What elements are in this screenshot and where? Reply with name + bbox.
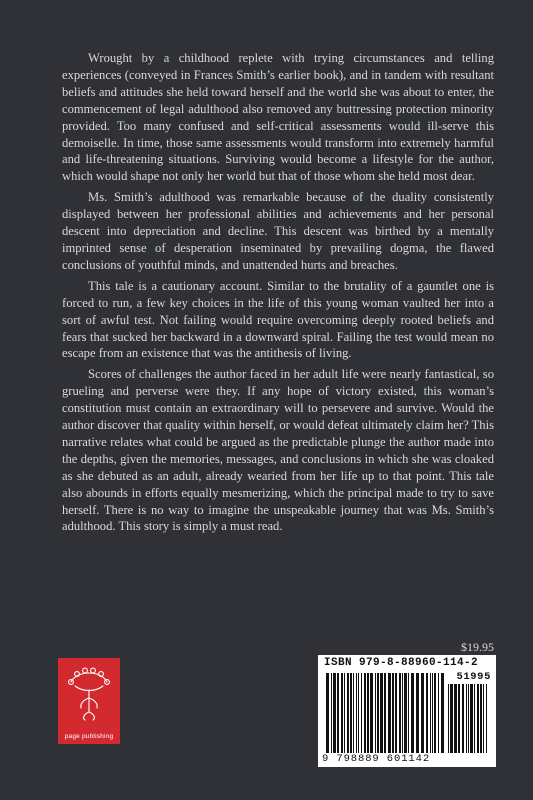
ean-barcode [326, 673, 444, 753]
blurb-paragraph-2: Ms. Smith’s adulthood was remarkable because of the duality consistently displayed between her professional abilities and achievements and her personal descent into depreciation and decline. This descent was birthed by a mentally imprinted sense of desperation inseminated by prevailing dogma, the flawed conclusions of youthful minds, and unattended hurts and breaches. [62, 190, 494, 272]
price-addon-barcode [448, 684, 490, 753]
back-cover-blurb [62, 50, 494, 539]
isbn-label: ISBN 979-8-88960-114-2 [324, 657, 479, 669]
publisher-logo [58, 658, 120, 744]
blurb-paragraph-1: Wrought by a childhood replete with trying circumstances and telling experiences (conveyed in Frances Smith’s earlier book), and in tandem with resultant beliefs and attitudes she held toward herself and the world she was about to enter, the commencement of legal adulthood also removed any buttressing protection minority provided. Too many confused and self-critical assessments would ill-serve this demoiselle. In time, those same assessments would transform into extremely harmful and life-threatening situations. Surviving would become a lifestyle for the author, which would shape not only her world but that of those whom she held most dear. [62, 51, 494, 184]
price-code: 51995 [456, 671, 491, 683]
blurb-paragraph-3: This tale is a cautionary account. Similar to the brutality of a gauntlet one is forced to run, a few key choices in the life of this young woman vaulted her into a sort of awful test. Not failing would require overcoming deeply rooted beliefs and fears that sucked her backward in a downward spiral. Failing the test would mean no escape from an existence that was the antithesis of living. [62, 278, 494, 361]
price-label: $19.95 [461, 640, 494, 654]
publisher-logo-icon [63, 662, 115, 724]
publisher-name: page publishing [64, 733, 114, 740]
barcode-area [318, 655, 496, 767]
blurb-paragraph-4: Scores of challenges the author faced in her adult life were nearly fantastical, so grueling and perverse were they. If any hope of victory existed, this woman’s constitution must contain an extraordinary will to persevere and survive. Would the author discover that quality within herself, or would defeat ultimately claim her? This narrative relates what could be argued as the predictable plunge the author made into the depths, given the memories, messages, and conclusions in which she was cloaked as she debuted as an adult, already wearied from her life up to that point. This tale also abounds in efforts equally mesmerizing, which the principal made to try to save herself. There is no way to imagine the unspeakable journey that was Ms. Smith’s adulthood. This story is simply a must read. [62, 367, 494, 534]
barcode-digits: 9 798889 601142 [322, 753, 431, 765]
